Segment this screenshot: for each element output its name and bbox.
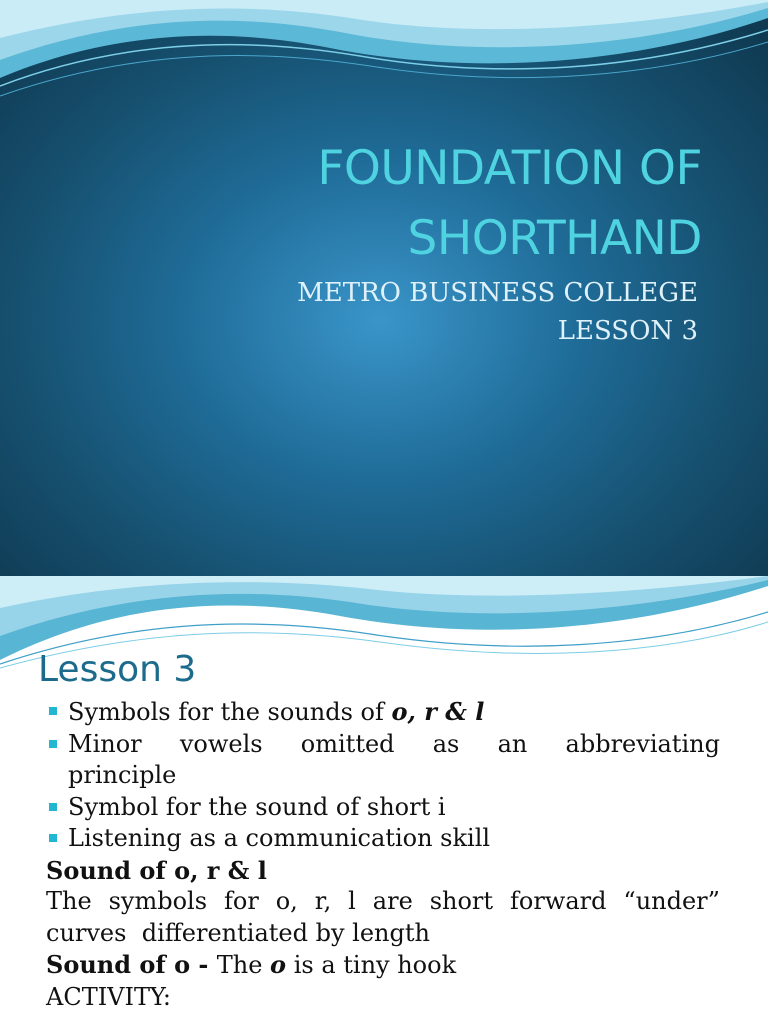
title-line-2: SHORTHAND — [407, 211, 702, 266]
bullet-square-icon — [49, 834, 57, 842]
word: forward — [509, 887, 607, 915]
bullet-text-line-1 — [68, 729, 720, 761]
word: are — [372, 887, 413, 915]
sound-o-text: The — [216, 951, 271, 979]
paragraph-line-1 — [46, 886, 720, 918]
word: vowels — [179, 729, 263, 758]
bullet-square-icon — [49, 740, 57, 748]
word: The — [46, 887, 92, 915]
bullet-item — [46, 792, 720, 824]
section-heading: Sound of o, r & l — [46, 855, 267, 885]
activity-label: ACTIVITY: — [46, 982, 171, 1011]
bullet-item — [46, 696, 720, 729]
lesson-heading: Lesson 3 — [38, 649, 197, 690]
word: omitted — [300, 729, 395, 758]
word: for — [223, 887, 259, 915]
word: l — [348, 887, 356, 915]
sound-o-text-end: is a tiny hook — [286, 951, 457, 979]
bullet-square-icon — [49, 803, 57, 811]
paragraph-line-2: curves differentiated by length — [46, 918, 430, 947]
word: “under” — [623, 887, 720, 915]
wave-decoration — [0, 0, 768, 110]
bullet-emphasis: o, r & l — [391, 697, 485, 726]
bullet-item — [46, 729, 720, 792]
word: an — [497, 729, 528, 758]
word: short — [429, 887, 494, 915]
word: o, — [275, 887, 298, 915]
lesson-body — [46, 696, 720, 1013]
title-line-1: FOUNDATION OF — [317, 141, 702, 196]
word: as — [432, 729, 460, 758]
slide-subtitle — [58, 274, 698, 350]
slide-title — [62, 134, 702, 274]
word: r, — [314, 887, 332, 915]
subtitle-line-1: METRO BUSINESS COLLEGE — [297, 278, 698, 308]
subtitle-line-2: LESSON 3 — [557, 316, 698, 346]
sound-o-line — [46, 949, 720, 982]
bullet-text: Symbol for the sound of short i — [68, 792, 446, 821]
word: abbreviating — [565, 729, 720, 758]
bullet-text: Listening as a communication skill — [68, 824, 491, 852]
bullet-text-line-2: principle — [68, 761, 177, 789]
sound-o-label: Sound of o - — [46, 950, 217, 979]
bullet-item — [46, 823, 720, 855]
bullet-text: Symbols for the sounds of — [68, 698, 392, 726]
sound-o-emphasis: o — [270, 950, 287, 979]
content-slide — [0, 576, 768, 1024]
word: symbols — [108, 887, 208, 915]
bullet-square-icon — [49, 707, 57, 715]
word: Minor — [68, 729, 142, 758]
